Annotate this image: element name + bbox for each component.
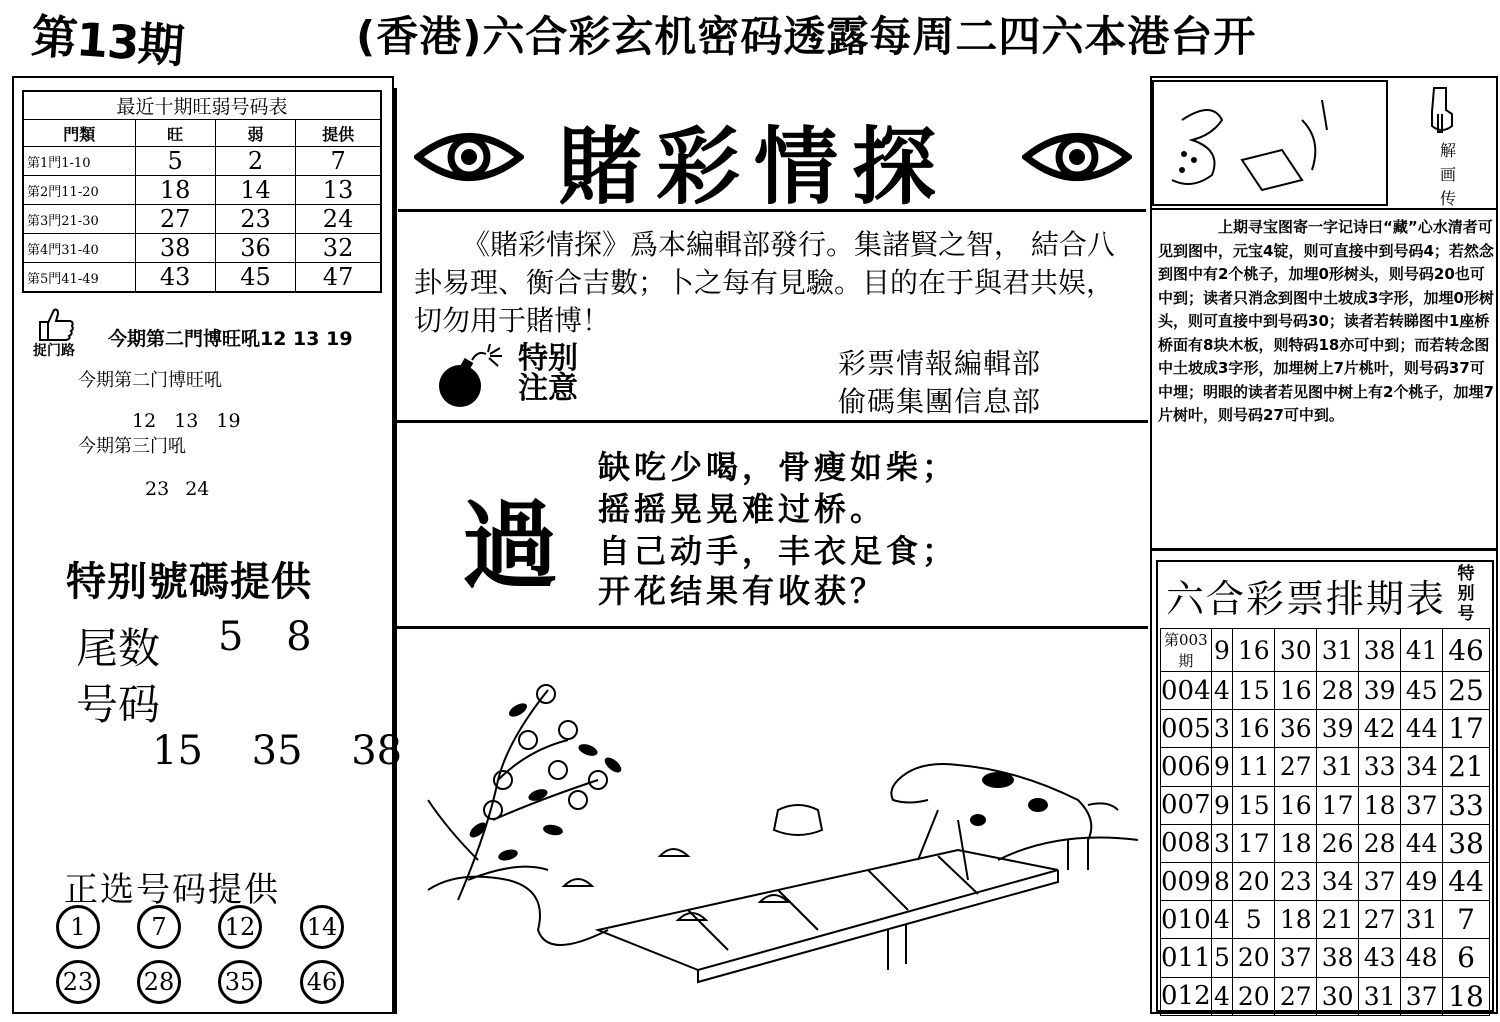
number-cell: 15 bbox=[1233, 672, 1275, 710]
number-cell: 31 bbox=[1317, 629, 1359, 672]
draw-table bbox=[1160, 628, 1490, 1016]
special-number-cell: 44 bbox=[1443, 862, 1490, 900]
number-cell: 37 bbox=[1401, 786, 1443, 824]
special-title: 特别號碼提供 bbox=[66, 559, 312, 605]
tip-numbers: 12 13 19 bbox=[132, 410, 241, 432]
number-cell: 3 bbox=[1211, 710, 1233, 748]
notice-line: 特别 bbox=[518, 341, 578, 376]
number-cell: 11 bbox=[1233, 748, 1275, 786]
divider bbox=[396, 420, 1148, 423]
draw-row bbox=[1161, 748, 1490, 786]
number-cell: 16 bbox=[1275, 786, 1317, 824]
tigong-value: 13 bbox=[296, 176, 381, 205]
draw-row bbox=[1161, 977, 1490, 1015]
table-header: 旺 bbox=[135, 120, 215, 147]
number-cell: 18 bbox=[1275, 824, 1317, 862]
table-caption: 最近十期旺弱号码表 bbox=[23, 91, 381, 120]
draw-row bbox=[1161, 710, 1490, 748]
number-cell: 17 bbox=[1233, 824, 1275, 862]
tip-line: 今期第三门吼 bbox=[78, 436, 186, 457]
period-cell: 012 bbox=[1161, 977, 1212, 1015]
number-cell: 9 bbox=[1211, 748, 1233, 786]
row-label: 第1門1-10 bbox=[23, 147, 135, 176]
number-cell: 30 bbox=[1275, 629, 1317, 672]
tail-values: 5 8 bbox=[218, 614, 312, 660]
table-row bbox=[23, 176, 381, 205]
tigong-value: 47 bbox=[296, 263, 381, 293]
period-cell: 第003期 bbox=[1161, 629, 1212, 672]
table-header: 弱 bbox=[215, 120, 295, 147]
riddle-side-char: 传 bbox=[1440, 189, 1457, 208]
pick-ball: 35 bbox=[218, 960, 262, 1004]
number-cell: 27 bbox=[1275, 977, 1317, 1015]
number-cell: 41 bbox=[1401, 629, 1443, 672]
notice-label bbox=[518, 341, 578, 406]
tigong-value: 32 bbox=[296, 234, 381, 263]
number-cell: 30 bbox=[1317, 977, 1359, 1015]
table-header: 提供 bbox=[296, 120, 381, 147]
draw-row bbox=[1161, 824, 1490, 862]
poem-line: 摇摇晃晃难过桥。 bbox=[598, 490, 887, 528]
row-label: 第4門31-40 bbox=[23, 234, 135, 263]
number-cell: 17 bbox=[1317, 786, 1359, 824]
tigong-value: 7 bbox=[296, 147, 381, 176]
number-cell: 16 bbox=[1275, 672, 1317, 710]
riddle-text: 上期寻宝图寄一字记诗曰“藏”心水清者可见到图中，元宝4锭，则可直接中到号码4；若然念到图中有2个桃子，加埋0形树头，则号码20也可中到；读者只消念到图中土坡成3字形，加埋0形树头，则可直接中到号码30；读者若转睇图中1座桥桥面有8块木板，则特码18亦可中到；而若转念图中土坡成3字形，加埋树上7片桃叶，则号码37可中埋；明眼的读者若见图中树上有2个桃子，加埋7片树叶，则号码27可中到。 bbox=[1158, 218, 1494, 424]
puzzle-illustration bbox=[398, 630, 1146, 1012]
row-label: 第2門11-20 bbox=[23, 176, 135, 205]
number-cell: 27 bbox=[1275, 748, 1317, 786]
period-cell: 008 bbox=[1161, 824, 1212, 862]
wang-value: 27 bbox=[135, 205, 215, 234]
number-cell: 43 bbox=[1359, 939, 1401, 977]
poem-big-char: 過 bbox=[462, 490, 558, 602]
ruo-value: 45 bbox=[215, 263, 295, 293]
special-number-cell: 18 bbox=[1443, 977, 1490, 1015]
draw-row bbox=[1161, 786, 1490, 824]
draw-row bbox=[1161, 672, 1490, 710]
number-cell: 42 bbox=[1359, 710, 1401, 748]
wang-value: 5 bbox=[135, 147, 215, 176]
eye-icon bbox=[414, 124, 524, 190]
masthead-title: 賭彩情探 bbox=[558, 117, 951, 216]
pick-ball: 46 bbox=[300, 960, 344, 1004]
bomb-icon bbox=[434, 344, 504, 410]
special-column-label: 特别号 bbox=[1457, 564, 1475, 624]
number-cell: 37 bbox=[1275, 939, 1317, 977]
number-cell: 4 bbox=[1211, 977, 1233, 1015]
number-cell: 28 bbox=[1359, 824, 1401, 862]
poem-line: 开花结果有收获？ bbox=[598, 572, 887, 610]
thumb-label: 捉门路 bbox=[33, 343, 75, 359]
intro-text: 《賭彩情探》爲本編輯部發行。集諸賢之智， 結合八卦易理、衡合吉數；卜之每有見驗。目的在于與君共娱，切勿用于賭博！ bbox=[414, 228, 1115, 337]
number-cell: 31 bbox=[1401, 901, 1443, 939]
number-cell: 28 bbox=[1317, 672, 1359, 710]
number-cell: 38 bbox=[1359, 629, 1401, 672]
ruo-value: 36 bbox=[215, 234, 295, 263]
number-cell: 37 bbox=[1359, 862, 1401, 900]
number-cell: 45 bbox=[1401, 672, 1443, 710]
number-cell: 16 bbox=[1233, 710, 1275, 748]
wang-value: 43 bbox=[135, 263, 215, 293]
number-cell: 39 bbox=[1317, 710, 1359, 748]
special-number-cell: 21 bbox=[1443, 748, 1490, 786]
table-row bbox=[23, 234, 381, 263]
period-cell: 006 bbox=[1161, 748, 1212, 786]
number-cell: 39 bbox=[1359, 672, 1401, 710]
number-cell: 38 bbox=[1317, 939, 1359, 977]
number-cell: 31 bbox=[1359, 977, 1401, 1015]
number-cell: 4 bbox=[1211, 901, 1233, 939]
number-cell: 18 bbox=[1275, 901, 1317, 939]
special-number-cell: 17 bbox=[1443, 710, 1490, 748]
special-number-cell: 38 bbox=[1443, 824, 1490, 862]
wang-value: 38 bbox=[135, 234, 215, 263]
special-number-cell: 33 bbox=[1443, 786, 1490, 824]
ruo-value: 23 bbox=[215, 205, 295, 234]
headline: (香港)六合彩玄机密码透露每周二四六本港台开 bbox=[356, 12, 1257, 61]
number-cell: 49 bbox=[1401, 862, 1443, 900]
number-cell: 5 bbox=[1211, 939, 1233, 977]
number-cell: 33 bbox=[1359, 748, 1401, 786]
number-cell: 37 bbox=[1401, 977, 1443, 1015]
tip-line: 今期第二門博旺吼12 13 19 bbox=[108, 328, 353, 350]
number-cell: 23 bbox=[1275, 862, 1317, 900]
poem-line: 缺吃少喝，骨瘦如柴； bbox=[598, 448, 959, 486]
number-cell: 44 bbox=[1401, 824, 1443, 862]
riddle-image bbox=[1152, 80, 1388, 206]
number-cell: 15 bbox=[1233, 786, 1275, 824]
eye-icon bbox=[1022, 124, 1132, 190]
period-cell: 005 bbox=[1161, 710, 1212, 748]
special-number-cell: 25 bbox=[1443, 672, 1490, 710]
number-cell: 8 bbox=[1211, 862, 1233, 900]
tail-label: 尾数 bbox=[76, 624, 161, 673]
divider bbox=[1152, 548, 1496, 551]
row-label: 第3門21-30 bbox=[23, 205, 135, 234]
divider bbox=[396, 626, 1148, 629]
number-cell: 48 bbox=[1401, 939, 1443, 977]
pick-ball: 28 bbox=[137, 960, 181, 1004]
table-row bbox=[23, 205, 381, 234]
period-cell: 011 bbox=[1161, 939, 1212, 977]
number-cell: 44 bbox=[1401, 710, 1443, 748]
ruo-value: 2 bbox=[215, 147, 295, 176]
pick-ball: 14 bbox=[300, 905, 344, 949]
period-cell: 007 bbox=[1161, 786, 1212, 824]
draw-row bbox=[1161, 629, 1490, 672]
period-cell: 004 bbox=[1161, 672, 1212, 710]
pick-ball: 12 bbox=[218, 905, 262, 949]
number-cell: 20 bbox=[1233, 939, 1275, 977]
number-cell: 34 bbox=[1401, 748, 1443, 786]
number-cell: 21 bbox=[1317, 901, 1359, 939]
pointing-hand-icon bbox=[1424, 84, 1458, 136]
special-number-cell: 46 bbox=[1443, 629, 1490, 672]
number-cell: 20 bbox=[1233, 977, 1275, 1015]
ruo-value: 14 bbox=[215, 176, 295, 205]
tip-numbers: 23 24 bbox=[145, 478, 210, 500]
draw-row bbox=[1161, 901, 1490, 939]
divider bbox=[1152, 208, 1496, 210]
draw-row bbox=[1161, 939, 1490, 977]
table-row bbox=[23, 147, 381, 176]
number-cell: 34 bbox=[1317, 862, 1359, 900]
thumbs-up-icon bbox=[36, 306, 76, 342]
period-cell: 009 bbox=[1161, 862, 1212, 900]
special-number-cell: 7 bbox=[1443, 901, 1490, 939]
period-cell: 010 bbox=[1161, 901, 1212, 939]
wang-value: 18 bbox=[135, 176, 215, 205]
draw-row bbox=[1161, 862, 1490, 900]
draw-schedule-title: 六合彩票排期表 bbox=[1166, 577, 1447, 621]
table-header: 門類 bbox=[23, 120, 135, 147]
poem-line: 自己动手，丰衣足食； bbox=[598, 532, 959, 570]
riddle-side-char: 解 bbox=[1440, 141, 1457, 160]
number-cell: 20 bbox=[1233, 862, 1275, 900]
dept-name: 彩票情報編輯部 bbox=[838, 347, 1042, 380]
pick-ball: 1 bbox=[56, 905, 100, 949]
number-cell: 36 bbox=[1275, 710, 1317, 748]
code-label: 号码 bbox=[76, 680, 161, 729]
number-cell: 27 bbox=[1359, 901, 1401, 939]
dept-name: 偷碼集團信息部 bbox=[838, 385, 1042, 418]
number-cell: 26 bbox=[1317, 824, 1359, 862]
table-row bbox=[23, 263, 381, 293]
number-cell: 5 bbox=[1233, 901, 1275, 939]
pick-ball: 7 bbox=[137, 905, 181, 949]
number-cell: 16 bbox=[1233, 629, 1275, 672]
issue-number: 第13期 bbox=[29, 8, 186, 74]
tip-line: 今期第二门博旺吼 bbox=[78, 370, 222, 391]
special-number-cell: 6 bbox=[1443, 939, 1490, 977]
weak-strong-table bbox=[22, 90, 382, 293]
tigong-value: 24 bbox=[296, 205, 381, 234]
number-cell: 4 bbox=[1211, 672, 1233, 710]
pick-ball: 23 bbox=[56, 960, 100, 1004]
picks-title: 正选号码提供 bbox=[64, 870, 280, 910]
notice-line: 注意 bbox=[518, 371, 578, 406]
number-cell: 31 bbox=[1317, 748, 1359, 786]
number-cell: 3 bbox=[1211, 824, 1233, 862]
code-values: 15 35 38 bbox=[152, 728, 403, 774]
number-cell: 9 bbox=[1211, 629, 1233, 672]
number-cell: 18 bbox=[1359, 786, 1401, 824]
number-cell: 9 bbox=[1211, 786, 1233, 824]
row-label: 第5門41-49 bbox=[23, 263, 135, 293]
riddle-side-char: 画 bbox=[1440, 165, 1457, 184]
